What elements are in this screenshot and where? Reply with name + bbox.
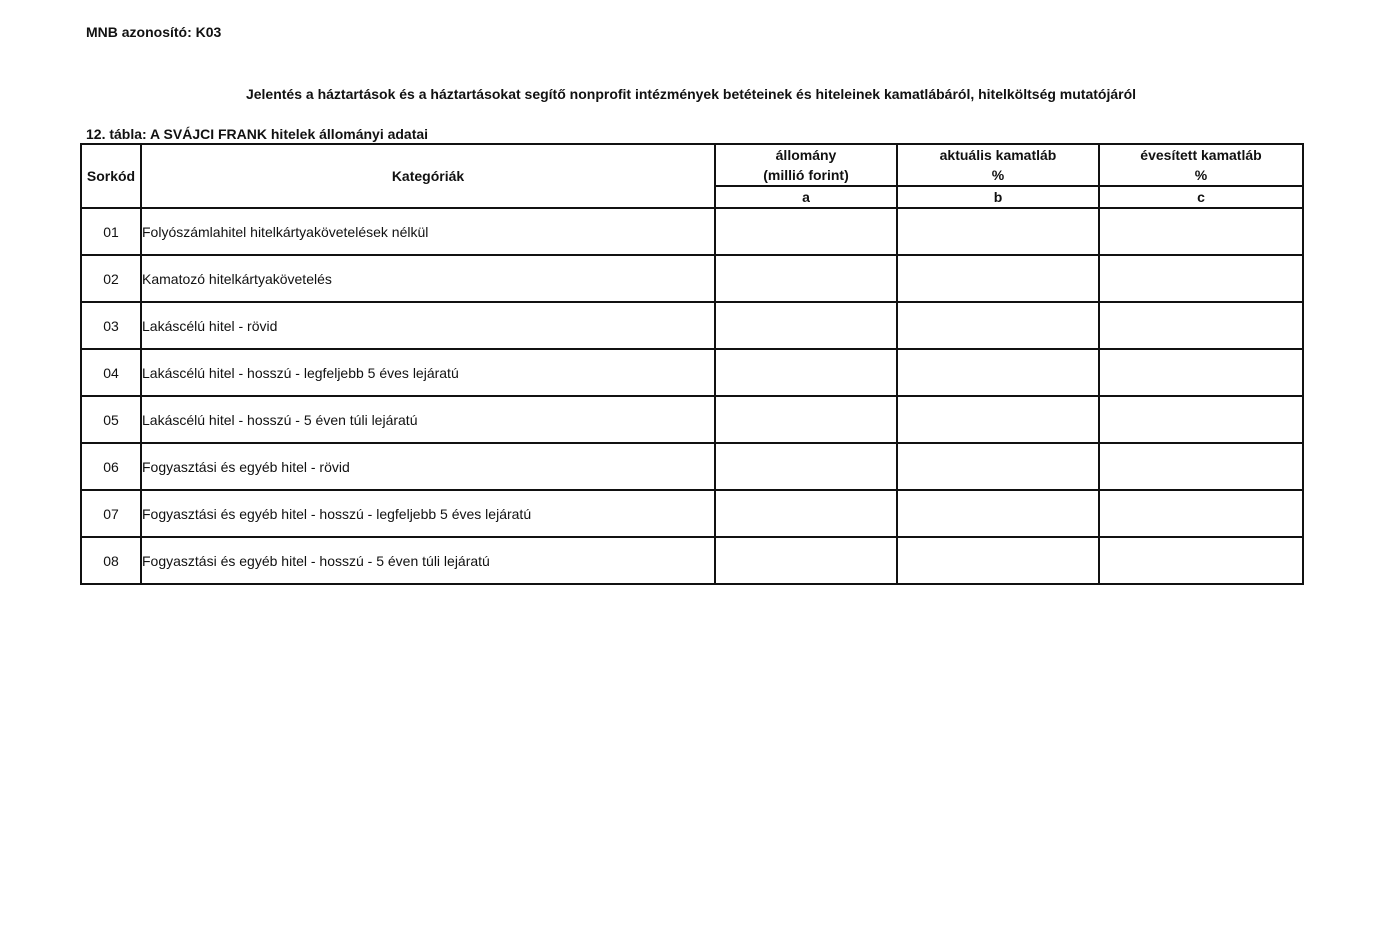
cell-b[interactable] (897, 490, 1099, 537)
header-evesitett-kamatlab (1099, 144, 1303, 186)
cell-a[interactable] (715, 208, 897, 255)
cell-c[interactable] (1099, 537, 1303, 584)
table-header (81, 144, 1303, 208)
row-code: 04 (81, 349, 141, 396)
header-allomany-line1: állomány (775, 147, 837, 163)
header-aktualis-line2: % (991, 167, 1005, 183)
row-label: Lakáscélú hitel - hosszú - legfeljebb 5 éves lejáratú (141, 349, 715, 396)
cell-a[interactable] (715, 349, 897, 396)
cell-a[interactable] (715, 302, 897, 349)
cell-a[interactable] (715, 443, 897, 490)
table-row (81, 396, 1303, 443)
cell-c[interactable] (1099, 208, 1303, 255)
row-label: Fogyasztási és egyéb hitel - hosszú - legfeljebb 5 éves lejáratú (141, 490, 715, 537)
header-letter-c: c (1099, 186, 1303, 208)
cell-c[interactable] (1099, 255, 1303, 302)
header-kategoriak: Kategóriák (141, 144, 715, 208)
cell-c[interactable] (1099, 443, 1303, 490)
cell-c[interactable] (1099, 490, 1303, 537)
cell-a[interactable] (715, 396, 897, 443)
row-label: Folyószámlahitel hitelkártyakövetelések nélkül (141, 208, 715, 255)
header-sorkod: Sorkód (81, 144, 141, 208)
row-code: 06 (81, 443, 141, 490)
cell-b[interactable] (897, 349, 1099, 396)
table-row (81, 490, 1303, 537)
report-title: Jelentés a háztartások és a háztartásokat segítő nonprofit intézmények betéteinek és hiteleinek kamatlábáról, hitelköltség mutatójáról (245, 86, 1137, 102)
header-aktualis-line1: aktuális kamatláb (939, 147, 1057, 163)
cell-b[interactable] (897, 255, 1099, 302)
header-evesitett-line2: % (1194, 167, 1208, 183)
header-letter-a: a (715, 186, 897, 208)
row-label: Lakáscélú hitel - rövid (141, 302, 715, 349)
table-row (81, 208, 1303, 255)
cell-c[interactable] (1099, 302, 1303, 349)
header-aktualis-kamatlab (897, 144, 1099, 186)
table-row (81, 302, 1303, 349)
row-code: 07 (81, 490, 141, 537)
cell-a[interactable] (715, 537, 897, 584)
table-row (81, 537, 1303, 584)
cell-b[interactable] (897, 396, 1099, 443)
header-allomany-line2: (millió forint) (763, 167, 849, 183)
header-allomany (715, 144, 897, 186)
header-evesitett-line1: évesített kamatláb (1140, 147, 1262, 163)
row-label: Lakáscélú hitel - hosszú - 5 éven túli lejáratú (141, 396, 715, 443)
table-row (81, 255, 1303, 302)
data-table (80, 143, 1304, 585)
table-caption: 12. tábla: A SVÁJCI FRANK hitelek állományi adatai (86, 126, 429, 142)
row-label: Fogyasztási és egyéb hitel - hosszú - 5 éven túli lejáratú (141, 537, 715, 584)
cell-b[interactable] (897, 537, 1099, 584)
row-code: 02 (81, 255, 141, 302)
header-letter-b: b (897, 186, 1099, 208)
table-body (81, 208, 1303, 584)
table-row (81, 349, 1303, 396)
cell-b[interactable] (897, 443, 1099, 490)
row-code: 03 (81, 302, 141, 349)
row-label: Kamatozó hitelkártyakövetelés (141, 255, 715, 302)
cell-c[interactable] (1099, 396, 1303, 443)
cell-b[interactable] (897, 302, 1099, 349)
table-row (81, 443, 1303, 490)
row-code: 08 (81, 537, 141, 584)
row-code: 01 (81, 208, 141, 255)
cell-a[interactable] (715, 255, 897, 302)
document-id: MNB azonosító: K03 (86, 24, 222, 40)
row-label: Fogyasztási és egyéb hitel - rövid (141, 443, 715, 490)
cell-b[interactable] (897, 208, 1099, 255)
cell-a[interactable] (715, 490, 897, 537)
cell-c[interactable] (1099, 349, 1303, 396)
row-code: 05 (81, 396, 141, 443)
